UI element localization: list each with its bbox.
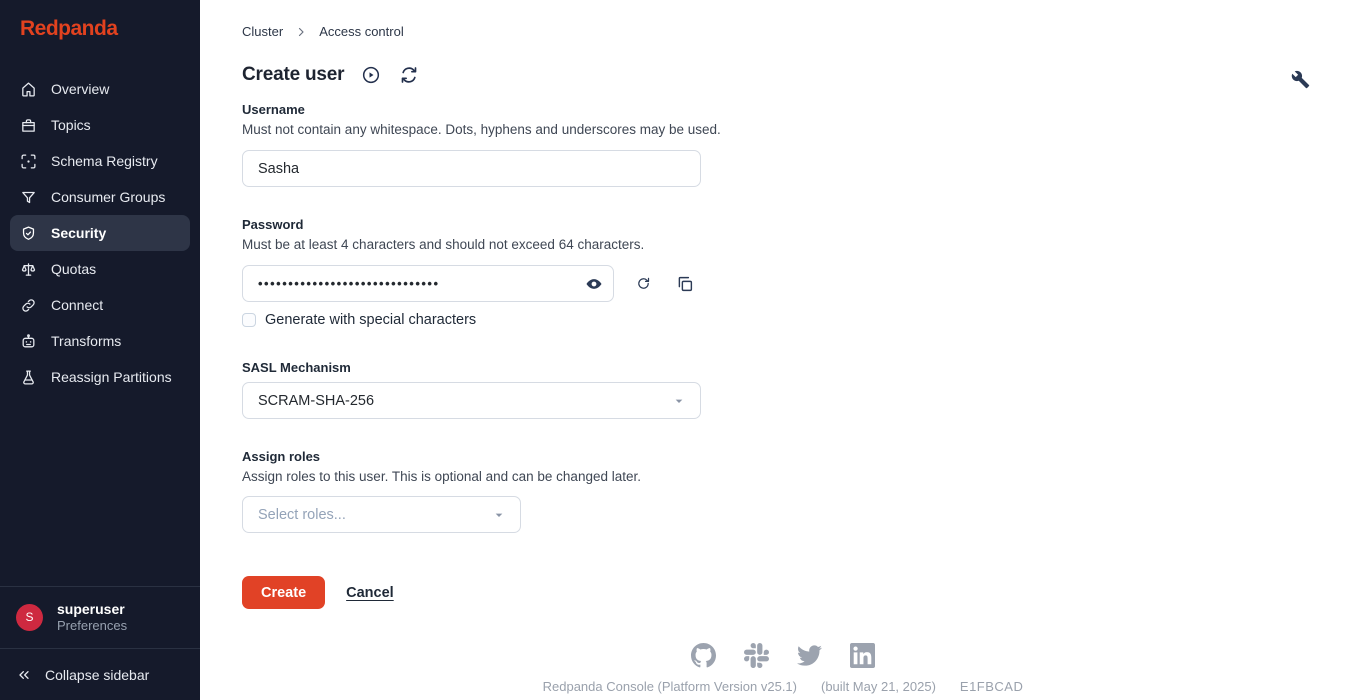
assign-roles-select[interactable] (242, 496, 521, 533)
sidebar-item-overview[interactable] (10, 71, 190, 107)
scan-icon (20, 153, 37, 170)
double-chevron-left-icon (16, 667, 32, 683)
main-content (200, 0, 1366, 700)
flask-icon (20, 369, 37, 386)
funnel-icon (20, 189, 37, 206)
social-links (691, 643, 875, 668)
scale-icon (20, 261, 37, 278)
sync-icon (399, 65, 419, 85)
create-user-form (200, 0, 1366, 609)
user-preferences[interactable] (0, 586, 200, 648)
wrench-icon (1291, 70, 1310, 89)
assign-roles-label: Assign roles (242, 449, 321, 464)
username-field-group (242, 102, 1366, 187)
sidebar-spacer (0, 395, 200, 586)
play-circle-icon (361, 65, 381, 85)
assign-roles-group (242, 449, 1366, 533)
avatar: S (16, 604, 43, 631)
collapse-sidebar-label: Collapse sidebar (45, 666, 150, 683)
box-icon (20, 117, 37, 134)
assign-roles-help-text: Assign roles to this user. This is optional and can be changed later. (242, 469, 641, 484)
sidebar-item-transforms[interactable] (10, 323, 190, 359)
sidebar-item-label: Connect (51, 297, 104, 313)
copy-icon (676, 275, 694, 293)
footer-product: Redpanda Console (Platform Version v25.1) (542, 679, 797, 694)
show-password-button[interactable] (585, 275, 603, 293)
sidebar-item-label: Reassign Partitions (51, 369, 172, 385)
collapse-sidebar-button[interactable] (0, 648, 200, 700)
footer-built-date: (built May 21, 2025) (821, 679, 936, 694)
home-icon (20, 81, 37, 98)
generate-special-chars-row (242, 312, 1366, 328)
wrench-button[interactable] (1291, 70, 1310, 92)
assign-roles-placeholder: Select roles... (258, 506, 346, 523)
breadcrumb-cluster[interactable]: Cluster (242, 24, 284, 39)
password-help-text: Must be at least 4 characters and should not exceed 64 characters. (242, 237, 645, 252)
user-name: superuser (57, 600, 125, 617)
sidebar-item-label: Schema Registry (51, 153, 158, 169)
username-label: Username (242, 102, 305, 117)
form-actions (242, 576, 1366, 609)
github-icon[interactable] (691, 643, 716, 668)
sasl-mechanism-label: SASL Mechanism (242, 360, 351, 375)
linkedin-icon[interactable] (850, 643, 875, 668)
password-label: Password (242, 217, 304, 232)
sidebar-item-label: Quotas (51, 261, 97, 277)
chevron-down-icon (491, 507, 507, 523)
generate-special-chars-label[interactable]: Generate with special characters (265, 312, 477, 328)
create-button[interactable]: Create (242, 576, 325, 609)
shield-check-icon (20, 225, 37, 242)
redpanda-logo: Redpanda (20, 17, 118, 40)
sidebar-item-label: Security (51, 225, 107, 241)
password-row (242, 265, 1366, 302)
sync-button[interactable] (399, 65, 420, 86)
sasl-mechanism-group (242, 360, 1366, 419)
regenerate-password-button[interactable] (636, 276, 651, 291)
footer-commit-hash: E1FBCAD (959, 679, 1024, 694)
sidebar-item-connect[interactable] (10, 287, 190, 323)
play-circle-button[interactable] (361, 65, 382, 86)
page-title: Create user (242, 64, 345, 85)
copy-password-button[interactable] (676, 275, 694, 293)
chevron-down-icon (671, 393, 687, 409)
generate-special-chars-checkbox[interactable] (242, 313, 256, 327)
cancel-link[interactable]: Cancel (346, 584, 394, 601)
sidebar-item-consumer-groups[interactable] (10, 179, 190, 215)
sidebar-nav (0, 71, 200, 395)
username-help-text: Must not contain any whitespace. Dots, hyphens and underscores may be used. (242, 122, 721, 137)
sidebar-item-quotas[interactable] (10, 251, 190, 287)
title-row (242, 64, 1366, 86)
robot-icon (20, 333, 37, 350)
sasl-mechanism-value: SCRAM-SHA-256 (258, 392, 375, 409)
link-icon (20, 297, 37, 314)
twitter-icon[interactable] (797, 643, 822, 668)
breadcrumb-access-control[interactable]: Access control (319, 24, 404, 39)
sidebar-item-label: Overview (51, 81, 110, 97)
sasl-mechanism-select[interactable] (242, 382, 701, 419)
sidebar-item-security[interactable] (10, 215, 190, 251)
password-input[interactable] (242, 265, 614, 302)
footer (200, 643, 1366, 700)
footer-version-text (543, 679, 1024, 694)
sidebar-item-label: Consumer Groups (51, 189, 166, 205)
breadcrumb (242, 24, 1366, 39)
username-input[interactable] (242, 150, 701, 187)
password-field-group (242, 217, 1366, 328)
user-preferences-label: Preferences (57, 618, 128, 634)
sidebar-item-label: Topics (51, 117, 91, 133)
refresh-icon (636, 276, 651, 291)
sidebar-item-label: Transforms (51, 333, 122, 349)
sidebar-item-reassign-partitions[interactable] (10, 359, 190, 395)
slack-icon[interactable] (744, 643, 769, 668)
sidebar-item-topics[interactable] (10, 107, 190, 143)
eye-icon (585, 275, 603, 293)
sidebar (0, 0, 200, 700)
chevron-right-icon (295, 26, 307, 38)
sidebar-item-schema-registry[interactable] (10, 143, 190, 179)
